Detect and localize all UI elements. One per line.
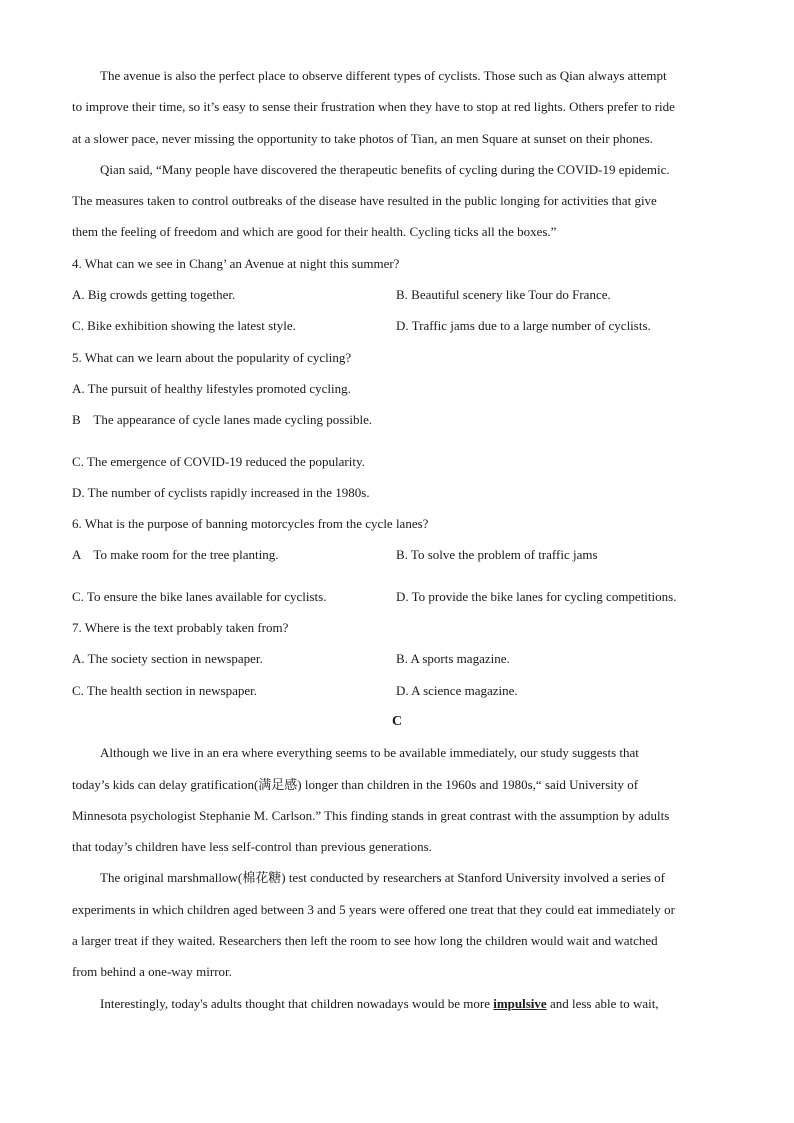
option-c: C. To ensure the bike lanes available for cyclists. [72, 588, 327, 604]
text-line: that today’s children have less self-control than previous generations. [72, 839, 432, 855]
option-d: D. To provide the bike lanes for cycling competitions. [396, 588, 677, 604]
option-b: B. A sports magazine. [396, 651, 510, 667]
text-line: Qian said, “Many people have discovered the therapeutic benefits of cycling during the COVID-19 epidemic. [100, 161, 670, 177]
option-b: B. To solve the problem of traffic jams [396, 547, 598, 563]
text-line: Minnesota psychologist Stephanie M. Carlson.” This finding stands in great contrast with the assumption by adults [72, 807, 670, 823]
text-line: The original marshmallow(棉花糖) test conducted by researchers at Stanford University involved a series of [100, 870, 665, 886]
paragraph-b1 [72, 60, 724, 154]
option-a: A. The society section in newspaper. [72, 651, 263, 667]
keyword-impulsive: impulsive [493, 995, 547, 1011]
option-a: A. Big crowds getting together. [72, 287, 236, 303]
text-line: Although we live in an era where everything seems to be available immediately, our study suggests that [100, 745, 639, 761]
document-page [72, 60, 724, 1019]
option-b: B The appearance of cycle lanes made cycling possible. [72, 412, 373, 428]
paragraph-c3 [72, 988, 724, 1019]
text-line: a larger treat if they waited. Researchers then left the room to see how long the children would wait and watched [72, 933, 658, 949]
text-line: The measures taken to control outbreaks of the disease have resulted in the public longing for activities that give [72, 193, 657, 209]
paragraph-c2 [72, 862, 724, 987]
question-7 [72, 612, 724, 706]
text-line: The avenue is also the perfect place to observe different types of cyclists. Those such as Qian always attempt [100, 68, 667, 83]
text-line: to improve their time, so it’s easy to sense their frustration when they have to stop at red lights. Others prefer to ride [72, 99, 675, 115]
text-run: and less able to wait, [546, 995, 659, 1011]
option-a: A. The pursuit of healthy lifestyles promoted cycling. [72, 380, 351, 396]
text-line: them the feeling of freedom and which are good for their health. Cycling ticks all the boxes.” [72, 224, 557, 240]
option-c: C. The emergence of COVID-19 reduced the popularity. [72, 453, 365, 469]
question-stem: 7. Where is the text probably taken from? [72, 620, 289, 636]
option-d: D. The number of cyclists rapidly increased in the 1980s. [72, 484, 370, 500]
option-d: D. A science magazine. [396, 682, 518, 698]
option-d: D. Traffic jams due to a large number of cyclists. [396, 318, 651, 334]
question-stem: 6. What is the purpose of banning motorcycles from the cycle lanes? [72, 516, 429, 532]
option-c: C. The health section in newspaper. [72, 682, 257, 698]
question-6 [72, 508, 724, 612]
text-line: experiments in which children aged between 3 and 5 years were offered one treat that they could eat immediately or [72, 901, 675, 917]
option-c: C. Bike exhibition showing the latest style. [72, 318, 296, 334]
question-stem: 5. What can we learn about the popularity of cycling? [72, 349, 352, 365]
text-run: Interestingly, today's adults thought that children nowadays would be more [100, 995, 494, 1011]
option-a: A To make room for the tree planting. [72, 547, 279, 563]
option-b: B. Beautiful scenery like Tour do France. [396, 287, 611, 303]
section-heading: C [391, 713, 403, 729]
text-line: at a slower pace, never missing the opportunity to take photos of Tian, an men Square at sunset on their phones. [72, 130, 653, 146]
text-line: from behind a one-way mirror. [72, 964, 232, 980]
question-5 [72, 342, 724, 508]
question-4 [72, 248, 724, 342]
paragraph-c1 [72, 737, 724, 862]
paragraph-b2 [72, 154, 724, 248]
question-stem: 4. What can we see in Chang’ an Avenue at night this summer? [72, 255, 400, 271]
text-line [72, 988, 724, 1019]
text-line: today’s kids can delay gratification(满足感) longer than children in the 1960s and 1980s,“ said University of [72, 776, 639, 792]
